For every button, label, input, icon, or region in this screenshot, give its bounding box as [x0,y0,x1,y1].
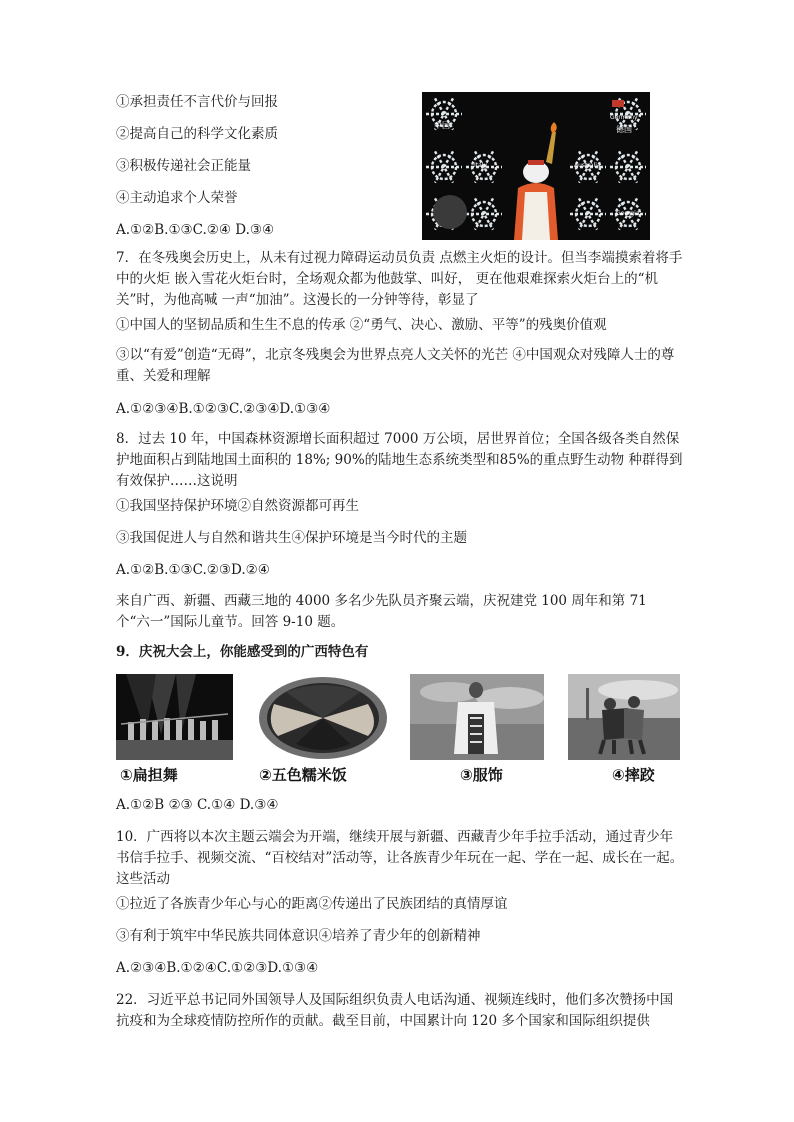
q9-10-intro: 来自广西、新疆、西藏三地的 4000 多名少先队员齐聚云端，庆祝建党 100 周年和第 71 个“六一”国际儿童节。回答 9-10 题。 [116,593,647,630]
q9-caption-3: ③服饰 [460,766,503,784]
q9-caption-1: ①扁担舞 [120,766,178,784]
q9-caption-2: ②五色糯米饭 [259,766,347,784]
q8-stem: 8．过去 10 年，中国森林资源增长面积超过 7000 万公顷，居世界首位；全国各级各类自然保护地面积占到陆地国土面积的 18%; 90%的陆地生态系统类型和85%的重点野生动物 种群得到有效保护……这说明 [116,431,683,489]
photo-wrestling [568,674,680,760]
q10-options-row1: ①拉近了各族青少年心与心的距离②传递出了民族团结的真情厚谊 [116,896,508,912]
q6-option-1: ①承担责任不言代价与回报 [116,94,278,110]
photo-pole-dance [116,674,233,760]
q9-caption-4: ④摔跤 [612,766,655,784]
q9-answers: A.①②B ②③ C.①④ D.③④ [116,797,279,813]
q6-answers: A.①②B.①③C.②④ D.③④ [116,222,275,238]
q7-options-row2: ③以“有爱”创造“无碍”，北京冬残奥会为世界点亮人文关怀的光芒 ④中国观众对残障人士的尊重、关爱和理解 [116,347,675,384]
q10-stem: 10．广西将以本次主题云端会为开端，继续开展与新疆、西藏青少年手拉手活动，通过青少年书信手拉手、视频交流、“百校结对”活动等，让各族青少年玩在一起、学在一起、成长在一起。这些活动 [116,829,684,887]
photo-costume [410,674,544,760]
q7-options-row1: ①中国人的坚韧品质和生生不息的传承 ②“勇气、决心、激励、平等”的残奥价值观 [116,317,607,333]
q22-stem: 22．习近平总书记同外国领导人及国际组织负责人电话沟通、视频连线时，他们多次赞扬中国抗疫和为全球疫情防控所作的贡献。截至目前，中国累计向 120 多个国家和国际组织提供 [116,992,674,1029]
flag-label-australia: Australia [574,162,601,169]
q7-stem: 7．在冬残奥会历史上，从未有过视力障碍运动员负责 点燃主火炬的设计。但当李端摸索着将手中的火炬 嵌入雪花火炬台时，全场观众都为他鼓掌、叫好， 更在他艰难探索火炬台上的“机关”时，为他高喊 一声“加油”。这漫长的一分钟等待，彰显了 [116,250,683,308]
q9-stem: 9．庆祝大会上，你能感受到的广西特色有 [116,644,369,660]
q10-options-row2: ③有利于筑牢中华民族共同体意识④培养了青少年的创新精神 [116,928,481,944]
flag-label-georgia: Georgia [616,210,640,217]
flag-label-italy: Italy [474,162,488,169]
flag-label-china: 中国 [434,121,450,130]
paralympic-torch-image [422,92,650,240]
flag-label-germany: 德国 [616,125,632,134]
q8-options-row1: ①我国坚持保护环境②自然资源都可再生 [116,498,359,514]
q8-answers: A.①②B.①③C.②③D.②④ [116,562,270,578]
flag-tag-germany: Germany [610,114,638,121]
q7-answers: A.①②③④B.①②③C.②③④D.①③④ [116,401,331,417]
photo-five-color-rice [256,674,390,760]
q6-option-4: ④主动追求个人荣誉 [116,190,238,206]
q6-option-3: ③积极传递社会正能量 [116,158,251,174]
q6-option-2: ②提高自己的科学文化素质 [116,126,278,142]
q8-options-row2: ③我国促进人与自然和谐共生④保护环境是当今时代的主题 [116,530,467,546]
q10-answers: A.②③④B.①②④C.①②③D.①③④ [116,960,319,976]
